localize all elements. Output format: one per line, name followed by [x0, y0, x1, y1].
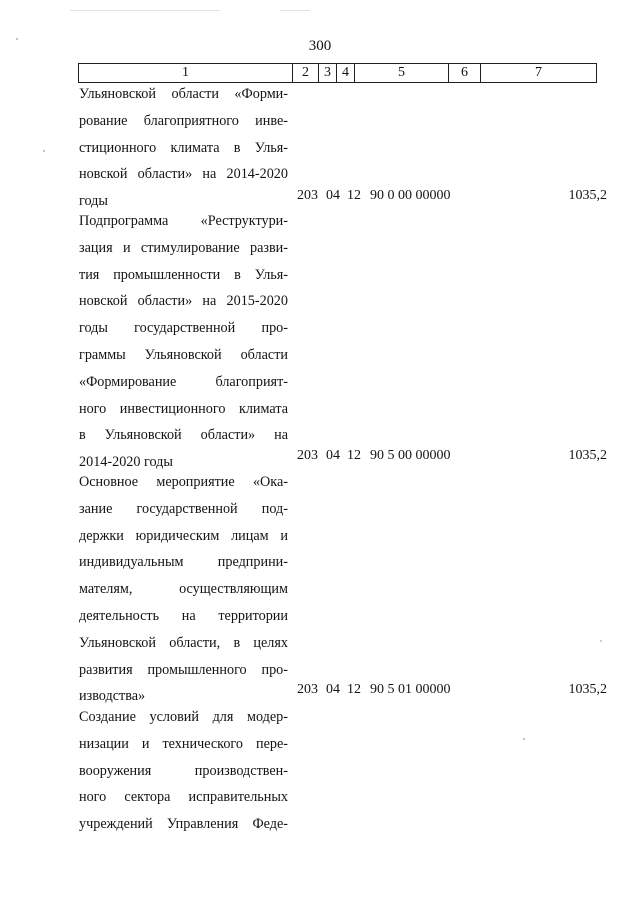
- code-col-4: 12: [347, 188, 361, 203]
- column-header-row: [79, 64, 597, 83]
- description-line: держки юридическим лицам и: [79, 527, 288, 544]
- code-col-2: 203: [297, 188, 318, 203]
- code-col-5: 90 5 00 00000: [370, 448, 451, 463]
- code-col-4: 12: [347, 682, 361, 697]
- row-description-3: [79, 469, 288, 710]
- description-line: Подпрограмма «Реструктури-: [79, 213, 288, 229]
- row-description-4: [79, 704, 288, 838]
- description-line: индивидуальным предприни-: [79, 554, 288, 571]
- description-line: годы: [79, 193, 108, 210]
- column-header-1: 1: [79, 64, 293, 83]
- description-line: низации и технического пере-: [79, 735, 288, 752]
- amount-col-7: 1035,2: [568, 188, 607, 203]
- code-col-2: 203: [297, 682, 318, 697]
- scan-artifact: [523, 738, 525, 740]
- description-line: «Формирование благоприят-: [79, 373, 288, 390]
- description-line: тия промышленности в Улья-: [79, 266, 288, 283]
- code-col-2: 203: [297, 448, 318, 463]
- code-col-3: 04: [326, 448, 340, 463]
- description-line: мателям, осуществляющим: [79, 581, 288, 598]
- description-line: вооружения производствен-: [79, 762, 288, 779]
- scan-artifact: [16, 38, 18, 40]
- scan-artifact: [43, 150, 45, 152]
- column-header-2: 2: [293, 64, 319, 83]
- description-line: граммы Ульяновской области: [79, 346, 288, 363]
- description-line: Ульяновской области, в целях: [79, 634, 288, 651]
- description-line: развития промышленного про-: [79, 661, 288, 678]
- description-line: новской области» на 2014-2020: [79, 166, 288, 183]
- column-header-6: 6: [449, 64, 481, 83]
- column-header-3: 3: [319, 64, 337, 83]
- column-header-table: [78, 63, 597, 83]
- description-line: Создание условий для модер-: [79, 709, 288, 725]
- description-line: рование благоприятного инве-: [79, 112, 288, 129]
- code-col-5: 90 5 01 00000: [370, 682, 451, 697]
- scan-artifact: [600, 640, 602, 642]
- page-number: 300: [308, 38, 332, 54]
- description-line: зание государственной под-: [79, 500, 288, 517]
- description-line: ного сектора исправительных: [79, 789, 288, 806]
- description-line: ного инвестиционного климата: [79, 400, 288, 417]
- description-line: зация и стимулирование разви-: [79, 239, 288, 256]
- code-col-3: 04: [326, 188, 340, 203]
- description-line: Основное мероприятие «Ока-: [79, 474, 288, 490]
- column-header-5: 5: [355, 64, 449, 83]
- description-line: новской области» на 2015-2020: [79, 293, 288, 310]
- description-line: Ульяновской области «Форми-: [79, 86, 288, 102]
- description-line: учреждений Управления Феде-: [79, 816, 288, 833]
- column-header-4: 4: [337, 64, 355, 83]
- code-col-5: 90 0 00 00000: [370, 188, 451, 203]
- row-description-2: [79, 208, 288, 476]
- code-col-3: 04: [326, 682, 340, 697]
- scan-artifact: [280, 10, 310, 11]
- scan-artifact: [70, 10, 220, 11]
- description-line: 2014-2020 годы: [79, 454, 173, 471]
- column-header-7: 7: [481, 64, 597, 83]
- description-line: годы государственной про-: [79, 320, 288, 337]
- description-line: в Ульяновской области» на: [79, 427, 288, 444]
- row-description-1: [79, 81, 288, 215]
- description-line: деятельность на территории: [79, 607, 288, 624]
- description-line: изводства»: [79, 688, 146, 705]
- code-col-4: 12: [347, 448, 361, 463]
- description-line: стиционного климата в Улья-: [79, 139, 288, 156]
- amount-col-7: 1035,2: [568, 448, 607, 463]
- amount-col-7: 1035,2: [568, 682, 607, 697]
